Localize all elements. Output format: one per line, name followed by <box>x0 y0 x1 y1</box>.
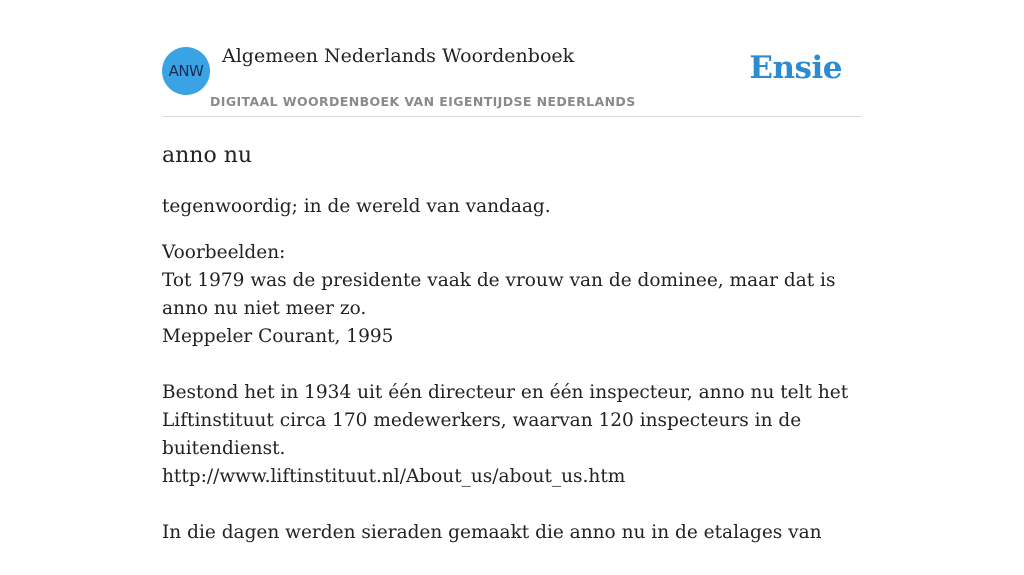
example-source: Meppeler Courant, 1995 <box>162 326 394 347</box>
content-container <box>162 0 862 575</box>
example-item <box>162 379 862 491</box>
example-item <box>162 267 862 351</box>
site-title[interactable]: Algemeen Nederlands Woordenboek <box>222 45 575 67</box>
site-subtitle: DIGITAAL WOORDENBOEK VAN EIGENTIJDSE NEDERLANDS <box>210 94 636 109</box>
example-text: Tot 1979 was de presidente vaak de vrouw van de dominee, maar dat is anno nu niet meer zo. <box>162 270 836 319</box>
example-text: Bestond het in 1934 uit één directeur en één inspecteur, anno nu telt het Liftinstituut circa 170 medewerkers, waarvan 120 inspecteurs in de buitendienst. <box>162 382 849 459</box>
entry-title: anno nu <box>162 143 253 168</box>
anw-logo[interactable]: ANW <box>162 47 210 95</box>
example-source-link: http://www.liftinstituut.nl/About_us/about_us.htm <box>162 466 626 487</box>
entry-definition: tegenwoordig; in de wereld van vandaag. <box>162 196 551 217</box>
examples-section <box>162 239 862 547</box>
ensie-brand-link[interactable]: Ensie <box>749 50 842 86</box>
examples-heading: Voorbeelden: <box>162 242 286 263</box>
site-header <box>162 0 862 117</box>
example-text: In die dagen werden sieraden gemaakt die anno nu in de etalages van <box>162 522 822 543</box>
example-item <box>162 519 862 547</box>
